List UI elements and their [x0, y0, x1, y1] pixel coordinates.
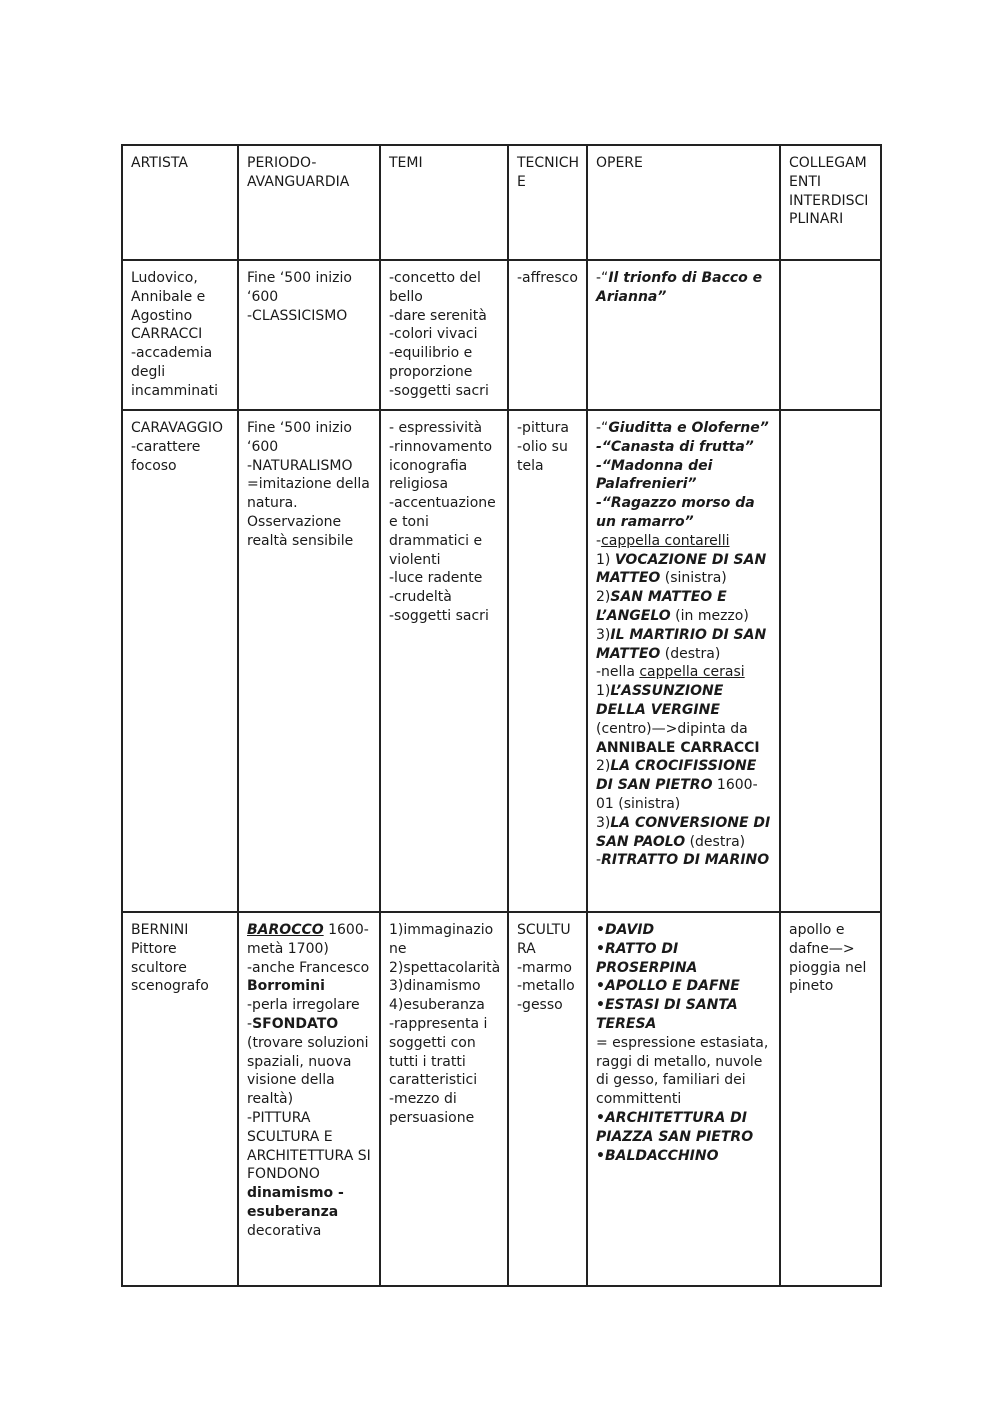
- table-row-caravaggio: [122, 410, 881, 912]
- table-row-carracci: [122, 260, 881, 410]
- header-temi: TEMI: [380, 145, 508, 260]
- bernini-artista: BERNINI Pittore scultore scenografo: [122, 912, 238, 1286]
- carracci-collegamenti: [780, 260, 881, 410]
- caravaggio-opere: -“Giuditta e Oloferne” -“Canasta di frutta” -“Madonna dei Palafrenieri” -“Ragazzo morso da un ramarro” -cappella contarelli 1) VOCAZIONE DI SAN MATTEO (sinistra) 2)SAN MATTEO E L’ANGELO (in mezzo) 3)IL MARTIRIO DI SAN MATTEO (destra) -nella cappella cerasi 1)L’ASSUNZIONE DELLA VERGINE (centro)—>dipinta da ANNIBALE CARRACCI 2)LA CROCIFISSIONE DI SAN PIETRO 1600-01 (sinistra) 3)LA CONVERSIONE DI SAN PAOLO (destra) -RITRATTO DI MARINO: [587, 410, 780, 912]
- bernini-collegamenti: apollo e dafne—> pioggia nel pineto: [780, 912, 881, 1286]
- header-artista: ARTISTA: [122, 145, 238, 260]
- caravaggio-periodo: Fine ‘500 inizio ‘600 -NATURALISMO =imitazione della natura. Osservazione realtà sensibile: [238, 410, 380, 912]
- carracci-tecniche: -affresco: [508, 260, 587, 410]
- caravaggio-temi: - espressività -rinnovamento iconografia religiosa -accentuazione e toni drammatici e violenti -luce radente -crudeltà -soggetti sacri: [380, 410, 508, 912]
- carracci-periodo: Fine ‘500 inizio ‘600 -CLASSICISMO: [238, 260, 380, 410]
- caravaggio-artista: CARAVAGGIO -carattere focoso: [122, 410, 238, 912]
- table-row-bernini: [122, 912, 881, 1286]
- carracci-opere: -“Il trionfo di Bacco e Arianna”: [587, 260, 780, 410]
- bernini-temi: 1)immaginazione 2)spettacolarità 3)dinamismo 4)esuberanza -rappresenta i soggetti con tutti i tratti caratteristici -mezzo di persuasione: [380, 912, 508, 1286]
- carracci-temi: -concetto del bello -dare serenità -colori vivaci -equilibrio e proporzione -soggetti sacri: [380, 260, 508, 410]
- header-collegamenti: COLLEGAMENTI INTERDISCIPLINARI: [780, 145, 881, 260]
- caravaggio-tecniche: -pittura -olio su tela: [508, 410, 587, 912]
- bernini-periodo: BAROCCO 1600-metà 1700) -anche Francesco Borromini -perla irregolare -SFONDATO (trovare soluzioni spaziali, nuova visione della realtà) -PITTURA SCULTURA E ARCHITETTURA SI FONDONO dinamismo -esuberanza decorativa: [238, 912, 380, 1286]
- header-opere: OPERE: [587, 145, 780, 260]
- art-history-table: [121, 144, 882, 1287]
- bernini-tecniche: SCULTURA -marmo -metallo -gesso: [508, 912, 587, 1286]
- header-tecniche: TECNICHE: [508, 145, 587, 260]
- bernini-opere: •DAVID •RATTO DI PROSERPINA •APOLLO E DAFNE •ESTASI DI SANTA TERESA = espressione estasiata, raggi di metallo, nuvole di gesso, familiari dei committenti •ARCHITETTURA DI PIAZZA SAN PIETRO •BALDACCHINO: [587, 912, 780, 1286]
- header-row: [122, 145, 881, 260]
- caravaggio-collegamenti: [780, 410, 881, 912]
- header-periodo: PERIODO-AVANGUARDIA: [238, 145, 380, 260]
- carracci-artista: Ludovico, Annibale e Agostino CARRACCI -accademia degli incamminati: [122, 260, 238, 410]
